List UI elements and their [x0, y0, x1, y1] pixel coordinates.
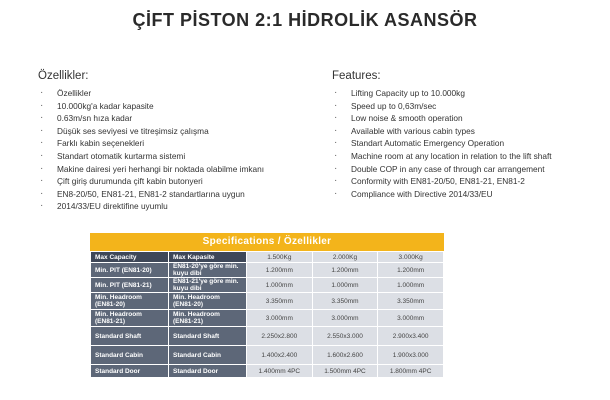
features-tr-list	[38, 87, 308, 213]
spec-label-tr: Standard Shaft	[169, 327, 246, 345]
list-item: · Çift giriş durumunda çift kabin butonyeri	[38, 175, 308, 188]
page-title: ÇİFT PİSTON 2:1 HİDROLİK ASANSÖR	[132, 10, 478, 30]
spec-label-tr: EN81-20'ye göre min. kuyu dibi	[169, 263, 246, 277]
spec-label-tr: Min. Headroom (EN81-21)	[169, 310, 246, 326]
list-item: · EN8-20/50, EN81-21, EN81-2 standartlarına uygun	[38, 188, 308, 201]
specifications-table	[90, 233, 444, 378]
spec-label-tr: Min. Headroom (EN81-20)	[169, 293, 246, 309]
list-item: · Lifting Capacity up to 10.000kg	[332, 87, 602, 100]
spec-value: 3.000mm	[378, 310, 443, 326]
spec-grid	[90, 251, 444, 378]
list-item: · Low noise & smooth operation	[332, 112, 602, 125]
spec-value: 3.000mm	[313, 310, 378, 326]
list-item: · Standart Automatic Emergency Operation	[332, 137, 602, 150]
spec-value: 3.350mm	[378, 293, 443, 309]
spec-label-en: Standard Shaft	[91, 327, 168, 345]
list-item: · Available with various cabin types	[332, 125, 602, 138]
spec-value: 1.500Kg	[247, 252, 312, 262]
list-item: · 2014/33/EU direktifine uyumlu	[38, 200, 308, 213]
spec-label-en: Standard Cabin	[91, 346, 168, 364]
spec-value: 1.200mm	[247, 263, 312, 277]
table-row	[91, 327, 443, 345]
table-row	[91, 252, 443, 262]
features-tr-section	[38, 70, 308, 213]
spec-value: 1.900x3.000	[378, 346, 443, 364]
table-row	[91, 293, 443, 309]
table-row	[91, 365, 443, 377]
spec-value: 3.000mm	[247, 310, 312, 326]
spec-value: 3.350mm	[247, 293, 312, 309]
list-item: · Speed up to 0,63m/sec	[332, 100, 602, 113]
spec-label-tr: Standard Cabin	[169, 346, 246, 364]
list-item: · Double COP in any case of through car arrangement	[332, 163, 602, 176]
spec-label-en: Min. Headroom (EN81-20)	[91, 293, 168, 309]
list-item: · Machine room at any location in relation to the lift shaft	[332, 150, 602, 163]
list-item: · Farklı kabin seçenekleri	[38, 137, 308, 150]
spec-label-en: Min. PIT (EN81-21)	[91, 278, 168, 292]
spec-value: 2.250x2.800	[247, 327, 312, 345]
spec-label-tr: Max Kapasite	[169, 252, 246, 262]
spec-label-tr: Standard Door	[169, 365, 246, 377]
table-row	[91, 346, 443, 364]
spec-value: 1.600x2.600	[313, 346, 378, 364]
table-row	[91, 263, 443, 277]
list-item: · Makine dairesi yeri herhangi bir noktada olabilme imkanı	[38, 163, 308, 176]
spec-label-en: Standard Door	[91, 365, 168, 377]
spec-label-en: Min. PIT (EN81-20)	[91, 263, 168, 277]
spec-value: 1.000mm	[378, 278, 443, 292]
spec-value: 1.800mm 4PC	[378, 365, 443, 377]
features-en-heading: Features:	[332, 70, 381, 82]
spec-value: 1.400mm 4PC	[247, 365, 312, 377]
list-item: · Compliance with Directive 2014/33/EU	[332, 188, 602, 201]
spec-value: 1.000mm	[247, 278, 312, 292]
list-item: · Conformity with EN81-20/50, EN81-21, EN81-2	[332, 175, 602, 188]
spec-value: 2.900x3.400	[378, 327, 443, 345]
spec-value: 3.350mm	[313, 293, 378, 309]
spec-value: 3.000Kg	[378, 252, 443, 262]
features-en-section	[332, 70, 602, 200]
spec-value: 1.200mm	[313, 263, 378, 277]
spec-value: 1.000mm	[313, 278, 378, 292]
spec-value: 1.500mm 4PC	[313, 365, 378, 377]
list-item: · 0.63m/sn hıza kadar	[38, 112, 308, 125]
list-item: · Özellikler	[38, 87, 308, 100]
spec-label-en: Min. Headroom (EN81-21)	[91, 310, 168, 326]
list-item: · Düşük ses seviyesi ve titreşimsiz çalışma	[38, 125, 308, 138]
spec-label-en: Max Capacity	[91, 252, 168, 262]
spec-value: 1.200mm	[378, 263, 443, 277]
features-en-list	[332, 87, 602, 200]
spec-value: 2.000Kg	[313, 252, 378, 262]
spec-value: 1.400x2.400	[247, 346, 312, 364]
list-item: · 10.000kg'a kadar kapasite	[38, 100, 308, 113]
table-row	[91, 278, 443, 292]
features-tr-heading: Özellikler:	[38, 70, 89, 82]
specifications-title: Specifications / Özellikler	[90, 233, 444, 251]
table-row	[91, 310, 443, 326]
spec-value: 2.550x3.000	[313, 327, 378, 345]
list-item: · Standart otomatik kurtarma sistemi	[38, 150, 308, 163]
spec-label-tr: EN81-21'ye göre min. kuyu dibi	[169, 278, 246, 292]
